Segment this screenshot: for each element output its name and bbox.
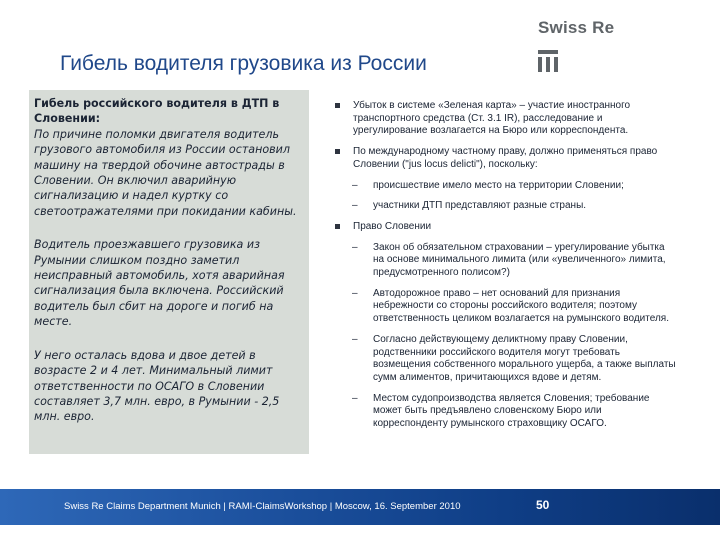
bullet-private-law: По международному частному праву, должно применяться право Словении ("jus locus delicti"), поскольку:: [333, 146, 678, 171]
sub-bullet: – Закон об обязательном страховании – урегулирование убытка на основе минимального лимита (или «увеличенного» лимита, предусмотренного полисом?): [333, 242, 678, 280]
bullet-green-card: Убыток в системе «Зеленая карта» – участие иностранного транспортного средства (Ст. 3.1 IR), расследование и урегулирование возлагается на Бюро или корреспондента.: [333, 100, 678, 138]
footer-bar: [0, 489, 720, 525]
case-paragraph-1: По причине поломки двигателя водитель грузового автомобиля из России остановил машину на твердой обочине автострады в Словении. Он включил аварийную сигнализацию и надел куртку со светоотражателями при покидании кабины.: [34, 127, 297, 218]
case-description-box: [29, 90, 309, 454]
sub-bullet: – Автодорожное право – нет оснований для признания небрежности со стороны российского водителя; поэтому ответственность целиком возлагается на румынского водителя.: [333, 288, 678, 326]
sub-bullet: – Местом судопроизводства является Словения; требование может быть предъявлено словенскому Бюро или корреспонденту румынского страховщику ОСАГО.: [333, 393, 678, 431]
sub-bullet: – Согласно действующему деликтному праву Словении, родственники российского водителя могут требовать возмещения собственного морального ущерба, а также выплаты сумм алиментов, причитающихся вдове и детям.: [333, 334, 678, 385]
page-number: 50: [536, 498, 550, 512]
swiss-re-logo: [538, 18, 628, 77]
case-paragraph-3: У него осталась вдова и двое детей в возрасте 2 и 4 лет. Минимальный лимит ответственности по ОСАГО в Словении составляет 3,7 млн. евро, в Румынии - 2,5 млн. евро.: [34, 348, 280, 424]
sub-bullet: – участники ДТП представляют разные страны.: [333, 200, 678, 213]
sub-bullet: – происшествие имело место на территории Словении;: [333, 180, 678, 193]
logo-wordmark: Swiss Re: [538, 18, 615, 37]
case-lead: Гибель российского водителя в ДТП в Словении:: [34, 97, 280, 126]
case-paragraph-2: Водитель проезжавшего грузовика из Румынии слишком поздно заметил неисправный автомобиль, хотя аварийная сигнализация была включена. Российский водитель был сбит на дороге и погиб на месте.: [34, 238, 285, 329]
slide-title: Гибель водителя грузовика из России: [60, 52, 427, 75]
swiss-re-mark-icon: [538, 50, 558, 72]
analysis-list: [333, 100, 678, 439]
footer-text: Swiss Re Claims Department Munich | RAMI-ClaimsWorkshop | Moscow, 16. September 2010: [64, 501, 461, 512]
bullet-slovenian-law: Право Словении: [333, 221, 678, 234]
